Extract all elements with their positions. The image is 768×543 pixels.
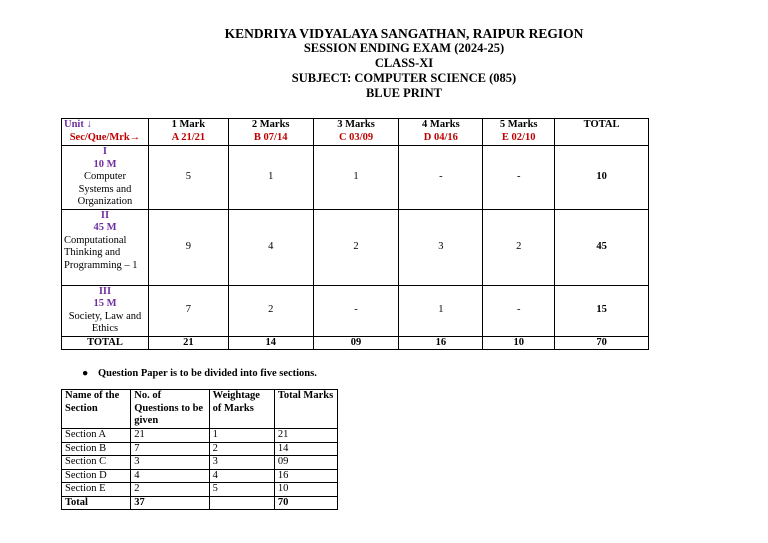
sections-table [61, 389, 338, 510]
question-count-cell: 21 [131, 429, 209, 443]
weightage-cell: 2 [209, 442, 274, 456]
question-count-cell: 2 [131, 483, 209, 497]
value-cell: 7 [148, 285, 228, 336]
note-bullet [82, 368, 317, 379]
column-header-section: B 07/14 [253, 131, 288, 143]
column-header: Total Marks [274, 390, 337, 429]
unit-number: III [98, 285, 112, 297]
unit-number: I [102, 146, 108, 157]
column-header [228, 119, 313, 146]
row-total-cell: 10 [555, 146, 649, 210]
section-name-cell: Section C [62, 456, 131, 470]
unit-name: Computer Systems and Organization [77, 171, 133, 207]
grand-total-cell: 70 [555, 336, 649, 350]
column-header-marks: 2 Marks [251, 119, 290, 130]
document-header [0, 26, 768, 101]
value-cell: - [313, 285, 399, 336]
unit-cell [62, 209, 149, 285]
question-count-cell: 3 [131, 456, 209, 470]
section-name-cell: Section E [62, 483, 131, 497]
question-count-cell: 4 [131, 469, 209, 483]
column-header: Weightage of Marks [209, 390, 274, 429]
sections-header-row [62, 390, 338, 429]
weightage-cell: 3 [209, 456, 274, 470]
total-marks-cell: 09 [274, 456, 337, 470]
unit-name: Computational Thinking and Programming – 1 [64, 234, 138, 271]
unit-name: Society, Law and Ethics [68, 310, 142, 334]
column-header-marks: 1 Mark [171, 119, 206, 130]
value-cell: 2 [483, 209, 555, 285]
total-marks-cell: 14 [274, 442, 337, 456]
value-cell: 1 [399, 285, 483, 336]
exam-title: SESSION ENDING EXAM (2024-25) [303, 41, 505, 55]
corner-header-cell [62, 119, 149, 146]
value-cell: 5 [148, 146, 228, 210]
value-cell: - [483, 285, 555, 336]
column-header: No. of Questions to be given [131, 390, 209, 429]
section-name-cell: Section D [62, 469, 131, 483]
section-name-cell: Section A [62, 429, 131, 443]
row-total-cell: 15 [555, 285, 649, 336]
value-cell: 4 [228, 209, 313, 285]
table-row [62, 285, 649, 336]
note-text: Question Paper is to be divided into five sections. [98, 368, 317, 379]
column-total-cell: 10 [483, 336, 555, 350]
total-column-header: TOTAL [555, 119, 649, 146]
weightage-cell: 4 [209, 469, 274, 483]
total-marks-cell: 10 [274, 483, 337, 497]
blueprint-title: BLUE PRINT [365, 86, 443, 100]
column-header-section: E 02/10 [501, 131, 536, 143]
unit-marks: 15 M [93, 298, 117, 309]
class-title: CLASS-XI [374, 56, 434, 70]
value-cell: 2 [228, 285, 313, 336]
total-row-label: TOTAL [62, 336, 149, 350]
table-row [62, 146, 649, 210]
total-marks-cell: 70 [274, 496, 337, 510]
value-cell: 9 [148, 209, 228, 285]
unit-cell [62, 285, 149, 336]
column-header [483, 119, 555, 146]
column-total-cell: 09 [313, 336, 399, 350]
blueprint-header-row [62, 119, 649, 146]
table-row [62, 483, 338, 497]
table-row [62, 429, 338, 443]
unit-axis-label: Unit ↓ [64, 119, 92, 130]
column-header-section: A 21/21 [171, 131, 206, 143]
column-header [148, 119, 228, 146]
table-row [62, 209, 649, 285]
column-total-cell: 21 [148, 336, 228, 350]
section-name-cell: Total [62, 496, 131, 510]
column-header-marks: 3 Marks [337, 119, 375, 130]
unit-cell [62, 146, 149, 210]
value-cell: 2 [313, 209, 399, 285]
column-header-section: D 04/16 [423, 131, 458, 143]
unit-number: II [100, 209, 110, 221]
column-total-cell: 14 [228, 336, 313, 350]
weightage-cell [209, 496, 274, 510]
column-header [399, 119, 483, 146]
unit-marks: 45 M [93, 222, 117, 233]
subject-title: SUBJECT: COMPUTER SCIENCE (085) [291, 71, 517, 85]
column-header-section: C 03/09 [338, 131, 374, 143]
value-cell: - [399, 146, 483, 210]
question-count-cell: 37 [131, 496, 209, 510]
value-cell: 1 [228, 146, 313, 210]
table-row [62, 456, 338, 470]
weightage-cell: 5 [209, 483, 274, 497]
total-marks-cell: 16 [274, 469, 337, 483]
section-name-cell: Section B [62, 442, 131, 456]
column-header: Name of the Section [62, 390, 131, 429]
blueprint-table [61, 118, 649, 350]
bullet-icon: ● [82, 368, 89, 379]
value-cell: 3 [399, 209, 483, 285]
unit-marks: 10 M [93, 158, 117, 170]
total-marks-cell: 21 [274, 429, 337, 443]
question-count-cell: 7 [131, 442, 209, 456]
section-axis-label: Sec/Que/Mrk→ [69, 131, 141, 143]
table-row [62, 442, 338, 456]
column-total-cell: 16 [399, 336, 483, 350]
value-cell: - [483, 146, 555, 210]
total-row [62, 496, 338, 510]
row-total-cell: 45 [555, 209, 649, 285]
column-header [313, 119, 399, 146]
region-title: KENDRIYA VIDYALAYA SANGATHAN, RAIPUR REGION [224, 26, 584, 41]
column-header-marks: 4 Marks [422, 119, 460, 130]
table-row [62, 469, 338, 483]
weightage-cell: 1 [209, 429, 274, 443]
total-row [62, 336, 649, 350]
value-cell: 1 [313, 146, 399, 210]
column-header-marks: 5 Marks [499, 119, 538, 130]
